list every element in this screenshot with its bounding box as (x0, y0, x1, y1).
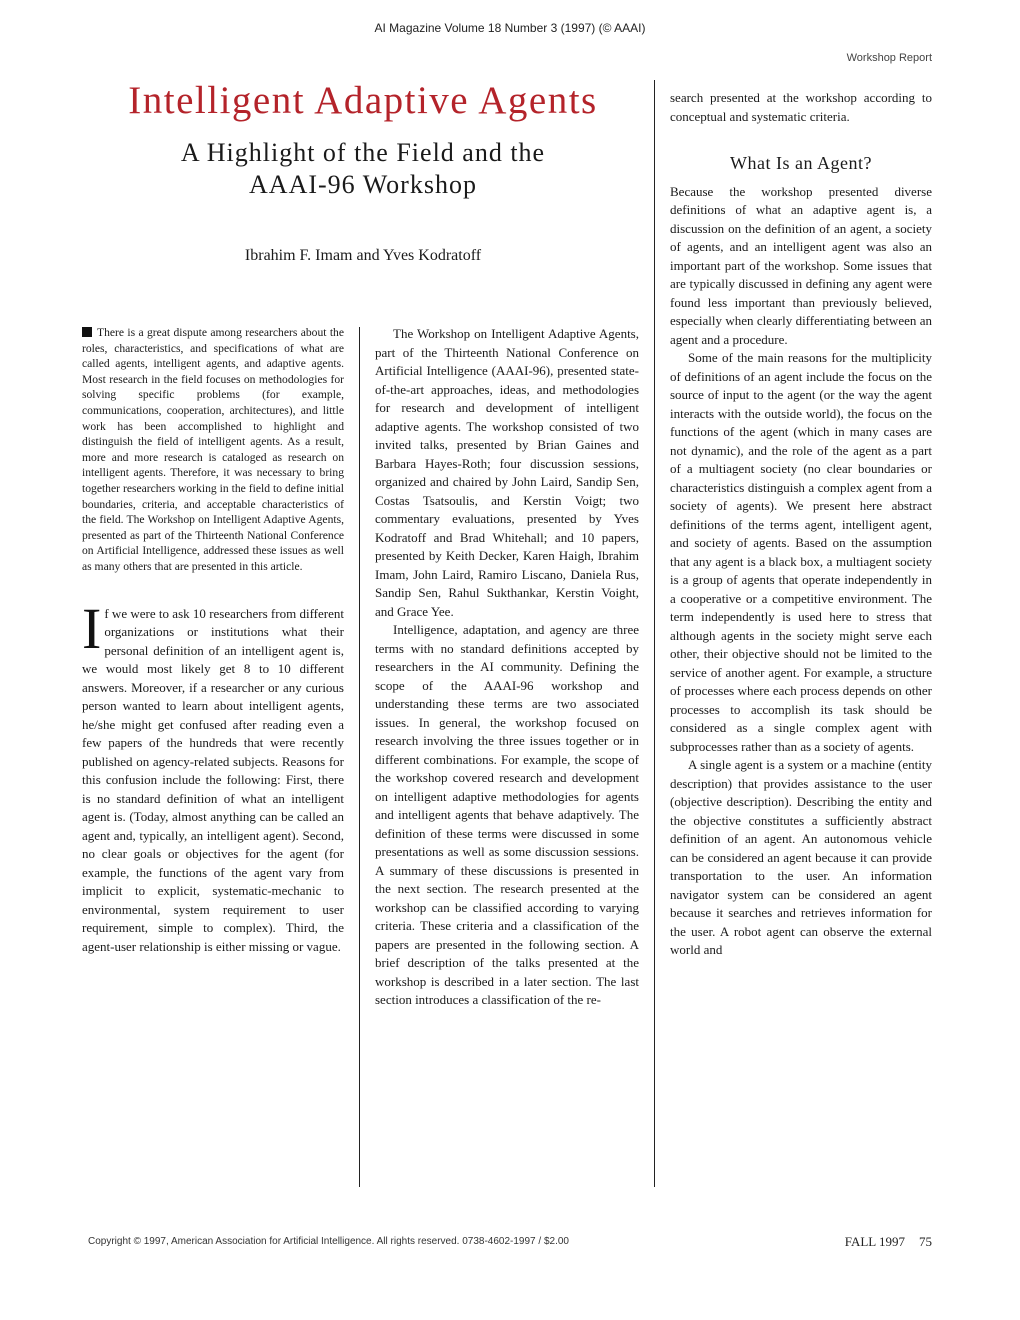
column-divider-2 (654, 80, 655, 1187)
subtitle-line-1: A Highlight of the Field and the (180, 137, 546, 167)
abstract-spacer (82, 575, 344, 605)
drop-cap: I (82, 595, 102, 661)
column-divider-1 (359, 327, 360, 1187)
section-heading: What Is an Agent? (730, 153, 872, 173)
page-number: 75 (919, 1234, 932, 1249)
abstract-square-icon (82, 327, 92, 337)
subtitle-line-2: AAAI-96 Workshop (249, 170, 477, 200)
page-footer (88, 1236, 932, 1247)
column-2 (375, 325, 639, 1010)
col2-paragraph-1: The Workshop on Intelligent Adaptive Agents, part of the Thirteenth National Conference on Artificial Intelligence (AAAI-96), presented state-of-the-art approaches, ideas, and methodologies for research and development of intelligent adaptive agents. The workshop consisted of two invited talks, presented by Brian Gaines and Barbara Hayes-Roth; four discussion sessions, organized and chaired by John Laird, Sandip Sen, Costas Tsatsoulis, and Kerstin Voigt; two commentary evaluations, presented by Yves Kodratoff and Brad Whitehall; and 10 papers, presented by Keith Decker, Karen Haigh, Ibrahim Imam, John Laird, Ramiro Liscano, Daniela Rus, Sandip Sen, Rahul Sukthankar, Kerstin Voight, and Grace Yee. (375, 326, 639, 619)
column-3 (670, 89, 932, 960)
col3-paragraph-3: A single agent is a system or a machine (entity description) that provides assistance to the user (objective description). Describing the entity and the objective constitutes a sufficiently abstract definition of an agent. An autonomous vehicle can be considered an agent because it can provide transportation to the user. An information navigator system can be considered an agent because it searches and retrieves information for the user. A robot agent can observe the external world and (670, 757, 932, 957)
col1-paragraph-text: f we were to ask 10 researchers from different organizations or institutions what their personal definition of an intelligent agent is, we would most likely get 8 to 10 different answers. Moreover, if a researcher or any curious person wanted to learn about intelligent agents, he/she might get confused after reading even a few papers of the hundreds that were recently published on agency-related subjects. Reasons for this confusion include the following: First, there is no standard definition of what an intelligent agent is. (Today, almost anything can be called an agent and, typically, an intelligent agent). Second, no clear goals or objectives for the agent (for example, the functions of the agent vary from implicit to explicit, systematic-mechanic to environmental, system requirement to user requirement, simple to complex). Third, the agent-user relationship is either missing or vague. (82, 605, 344, 954)
journal-masthead: AI Magazine Volume 18 Number 3 (1997) (© AAAI) (374, 21, 646, 35)
section-label: Workshop Report (846, 52, 932, 64)
article-title: Intelligent Adaptive Agents (128, 79, 598, 122)
column-1 (82, 325, 344, 956)
body-paragraph (82, 595, 344, 957)
article-authors: Ibrahim F. Imam and Yves Kodratoff (244, 247, 482, 264)
abstract (82, 325, 344, 575)
col3-paragraph-2: Some of the main reasons for the multiplicity of definitions of an agent include the focus on the source of input to the agent (or the way the agent interacts with the outside world), the focus on the functions of the agent (which in many cases are not dynamic), and the role of the agent as a part of a multiagent society (no clear boundaries or characteristics distinguish a complex agent from a society of agents). We present here abstract definitions of the terms agent, intelligent agent, and society of agents. Based on the assumption that any agent is a black box, a multiagent society is a group of agents that operate independently in a cooperative or a competitive environment. The term independently is used here to stress that although agents in the society might serve each other, their objective should not be limited to the service of another agent. For example, a structure of processes where each process depends on other processes to accomplish its task should be considered as a single complex agent with subprocesses rather than as a society of agents. (670, 350, 932, 754)
title-block (88, 80, 638, 202)
copyright-notice: Copyright © 1997, American Association for Artificial Intelligence. All rights reserved. 0738-4602-1997 / $2.00 (88, 1236, 569, 1247)
col3-paragraph-1: Because the workshop presented diverse definitions of what an adaptive agent is, a discussion on the definition of an agent, a society of agents, and an intelligent agent was also an important part of the workshop. Some issues that are typically discussed in defining any agent were found less important than previously believed, especially when clearly differentiating between an agent and a procedure. (670, 183, 932, 347)
abstract-text: There is a great dispute among researchers about the roles, characteristics, and specifications of what are called agents, intelligent agents, and adaptive agents. Most research in the field focuses on methodologies for solving specific problems (for example, communications, cooperation, architectures), and little work has been accomplished to highlight and distinguish the field of intelligent agents. As a result, more and more research is cataloged as research on intelligent agents. Therefore, it was necessary to bring together researchers working in the field to define initial boundaries, criteria, and acceptable characteristics of the field. The Workshop on Intelligent Adaptive Agents, presented as part of the Thirteenth National Conference on Artificial Intelligence, addressed these issues as well as many others that are presented in this article. (82, 326, 344, 573)
folio (831, 1234, 932, 1250)
col2-paragraph-2: Intelligence, adaptation, and agency are three terms with no standard definitions accepted by researchers in the AI community. Defining the scope of the AAAI-96 workshop and understanding these terms are two associated issues. In general, the workshop focused on research involving the three issues together or in different combinations. For example, the scope of the workshop covered research and development on intelligent adaptive methodologies for agents and intelligent agents that behave adaptively. The definition of these terms were discussed in some presentations as well as some discussion sessions. A summary of these discussions is presented in the next section. The research presented at the workshop can be classified according to varying criteria. These criteria and a classification of the papers are presented in the following section. A brief description of the talks presented at the workshop is described in a later section. The last section introduces a classification of the re- (375, 622, 639, 1007)
article-subtitle (88, 137, 638, 202)
issue-season: FALL 1997 (844, 1234, 905, 1249)
col3-paragraph-0: search presented at the workshop according to conceptual and systematic criteria. (670, 90, 932, 124)
